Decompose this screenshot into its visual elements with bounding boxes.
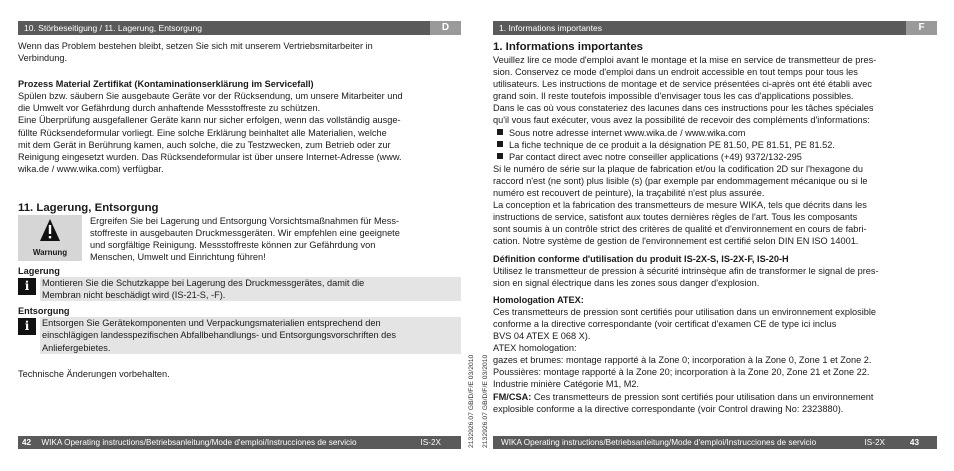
intro-line: utilisateurs. Les instructions de montage et de service présentées ci-après ont été établi avec: [493, 79, 872, 90]
atex-line: ATEX homologation:: [493, 343, 577, 354]
side-code-left: [465, 330, 477, 448]
warning-text: [90, 215, 400, 263]
process-line: wika.de / www.wika.com) verfügbar.: [18, 163, 164, 174]
serial-line: cation. Notre système de gestion de l'environnement est certifié selon DIN EN ISO 14001.: [493, 236, 859, 247]
footer-model: IS-2X: [864, 438, 885, 447]
fmcsa-line: explosible conforme a la directive correspondante (voir Control drawing No: 2323880).: [493, 403, 844, 414]
warning-block: [18, 215, 461, 265]
page-footer-left: [18, 436, 461, 449]
intro-line: Dans le cas où vous constateriez des lacunes dans ces instructions pour les tâches spéciales: [493, 103, 874, 114]
language-badge-d: D: [430, 21, 461, 35]
bullet-square-icon: [497, 153, 503, 159]
intro-line: Veuillez lire ce mode d'emploi avant le montage et la mise en service de transmetteur de pres-: [493, 55, 877, 65]
bullet-text: La fiche technique de ce produit a la désignation PE 81.50, PE 81.51, PE 81.52.: [509, 139, 835, 150]
info-icon: i: [18, 318, 36, 335]
warning-line: Ergreifen Sie bei Lagerung und Entsorgung Vorsichtsmaßnahmen für Mess-: [90, 215, 399, 226]
serial-line: instructions de service, satisfont aux toutes dernières règles de l'art. Tous les composants: [493, 212, 858, 223]
header-title: 10. Störbeseitigung / 11. Lagerung, Entsorgung: [24, 23, 202, 33]
page-number: 43: [909, 438, 919, 447]
serial-line: numéro est recouvert de peinture), la traçabilité n'est plus assurée.: [493, 188, 765, 199]
storage-text: [40, 277, 461, 301]
footer-model: IS-2X: [420, 438, 441, 447]
page-header-left: [18, 21, 461, 35]
language-badge-f: F: [906, 21, 937, 35]
atex-line: conforme a la directive correspondante (voir certificat d'examen CE de type ici inclus: [493, 318, 837, 329]
intro-line: sion. Conservez ce mode d'emploi dans un endroit accessible en tout temps pour tous les: [493, 67, 858, 78]
process-line: die Umwelt vor Gefährdung durch anhaftende Messstoffreste zu schützen.: [18, 103, 321, 114]
warning-line: stoffreste in ausgebauten Druckmessgeräten. Wir empfehlen eine geeignete: [90, 228, 400, 239]
bullet-item: [493, 139, 937, 151]
warning-icon: [18, 215, 82, 261]
warning-line: und sorgfältige Reinigung. Messstoffreste können zur Gefährdung von: [90, 240, 376, 251]
process-heading: Prozess Material Zertifikat (Kontaminationserklärung im Servicefall): [18, 79, 314, 90]
process-line: Spülen bzw. säubern Sie ausgebaute Geräte vor der Rücksendung, um unsere Mitarbeiter und: [18, 91, 403, 102]
disposal-line: Anliefergebietes.: [42, 342, 111, 353]
info-icon: i: [18, 278, 36, 295]
warning-line: Menschen, Umwelt und Einrichtung führen!: [90, 252, 266, 263]
disposal-heading: Entsorgung: [18, 306, 70, 317]
warning-label: Warnung: [32, 247, 68, 257]
bullet-text: Par contact direct avec notre conseiller applications (+49) 9372/132-295: [509, 151, 802, 162]
atex-line: BVS 04 ATEX E 068 X).: [493, 331, 591, 342]
tech-changes-note: Technische Änderungen vorbehalten.: [18, 368, 170, 379]
intro-line: qu'il vous faut exécuter, vous avez la possibilité de recevoir des compléments d'informations:: [493, 115, 870, 126]
footer-text: WIKA Operating instructions/Betriebsanleitung/Mode d'emploi/Instrucciones de servicio: [41, 438, 357, 447]
atex-line: Poussières: montage rapporté à la Zone 20; incorporation à la Zone 20, Zone 21 et Zone 22.: [493, 367, 870, 378]
bullet-item: [493, 127, 937, 139]
process-line: Reinigung eingesetzt wurden. Das Rücksendeformular ist über unsere Internet-Adresse (www.: [18, 151, 402, 162]
page-header-right: [493, 21, 937, 35]
section-title-storage-disposal: 11. Lagerung, Entsorgung: [18, 201, 159, 214]
process-line: mit dem Gerät in Berührung kamen, auch solche, die zu Testzwecken, zum Betrieb oder zur: [18, 139, 391, 150]
bullet-square-icon: [497, 141, 503, 147]
bullet-item: [493, 151, 937, 163]
intro-line: Verbindung.: [18, 53, 68, 64]
storage-line: Membran nicht beschädigt wird (IS-21-S, -F).: [42, 290, 226, 301]
storage-line: Montieren Sie die Schutzkappe bei Lagerung des Druckmessgerätes, damit die: [42, 278, 365, 289]
definition-heading: Définition conforme d'utilisation du produit IS-2X-S, IS-2X-F, IS-20-H: [493, 253, 789, 264]
serial-line: raccord n'est (ne sont) plus lisible (s) (par exemple par endommagement mécanique ou si le: [493, 175, 868, 186]
process-line: füllte Rücksendeformular vorliegt. Eine solche Erklärung beinhaltet alle Materialien, welche: [18, 127, 387, 138]
atex-line: gazes et brumes: montage rapporté à la Zone 0; incorporation à la Zone 0, Zone 1 et Zone 2.: [493, 355, 872, 366]
atex-line: Industrie minière Catégorie M1, M2.: [493, 379, 640, 390]
page-footer-right: [493, 436, 937, 449]
fmcsa-label: FM/CSA:: [493, 391, 532, 402]
disposal-info: [18, 317, 461, 353]
bullet-square-icon: [497, 129, 503, 135]
intro-line: Wenn das Problem bestehen bleibt, setzen Sie sich mit unserem Vertriebsmitarbeiter in: [18, 41, 373, 51]
disposal-line: einschlägigen landesspezifischen Abfallbehandlungs- und Entsorgungsvorschriften des: [42, 330, 396, 341]
bullet-text: Sous notre adresse internet www.wika.de / www.wika.com: [509, 127, 746, 138]
serial-line: Si le numéro de série sur la plaque de fabrication et/ou la codification 2D sur l'hexagone du: [493, 163, 863, 174]
atex-line: Ces transmetteurs de pression sont certifiés pour utilisation dans un environnement explosible: [493, 306, 877, 317]
storage-heading: Lagerung: [18, 265, 60, 276]
disposal-text: [40, 317, 461, 353]
serial-line: sont soumis à un contrôle strict des critères de qualité et d'environnement en cours de fabri-: [493, 224, 867, 235]
fmcsa-text: Ces transmetteurs de pression sont certifiés pour utilisation dans un environnement: [531, 391, 874, 402]
disposal-line: Entsorgen Sie Gerätekomponenten und Verpackungsmaterialien entsprechend den: [42, 318, 381, 329]
page-right: [477, 0, 954, 471]
definition-line: Utilisez le transmetteur de pression à sécurité intrinsèque afin de transformer le signal de pres-: [493, 265, 879, 276]
side-code-text: 2132926.07 GB/D/F/E 03/2010: [468, 354, 475, 448]
storage-info: [18, 277, 461, 301]
side-code-right: [479, 330, 491, 448]
warning-triangle-icon: [39, 218, 61, 242]
header-title: 1. Informations importantes: [499, 23, 602, 33]
footer-text: WIKA Operating instructions/Betriebsanleitung/Mode d'emploi/Instrucciones de servicio: [501, 438, 817, 447]
atex-heading: Homologation ATEX:: [493, 294, 584, 305]
process-line: Eine Überprüfung ausgefallener Geräte kann nur sicher erfolgen, wenn das vollständig ausge-: [18, 115, 401, 126]
fmcsa-line: [493, 391, 937, 403]
intro-line: grand soin. Il reste toutefois impossible d'envisager tous les cas d'applications possibles.: [493, 91, 854, 102]
definition-line: sion en signal électrique dans les zones sous danger d'explosion.: [493, 277, 760, 288]
content-right: [493, 40, 937, 415]
side-code-text: 2132926.07 GB/D/F/E 03/2010: [482, 354, 489, 448]
page-number: 42: [22, 438, 32, 447]
section-title-important-info: 1. Informations importantes: [493, 41, 643, 53]
serial-line: La conception et la fabrication des transmetteurs de mesure WIKA, tels que décrits dans les: [493, 200, 867, 211]
content-left: [18, 40, 461, 380]
